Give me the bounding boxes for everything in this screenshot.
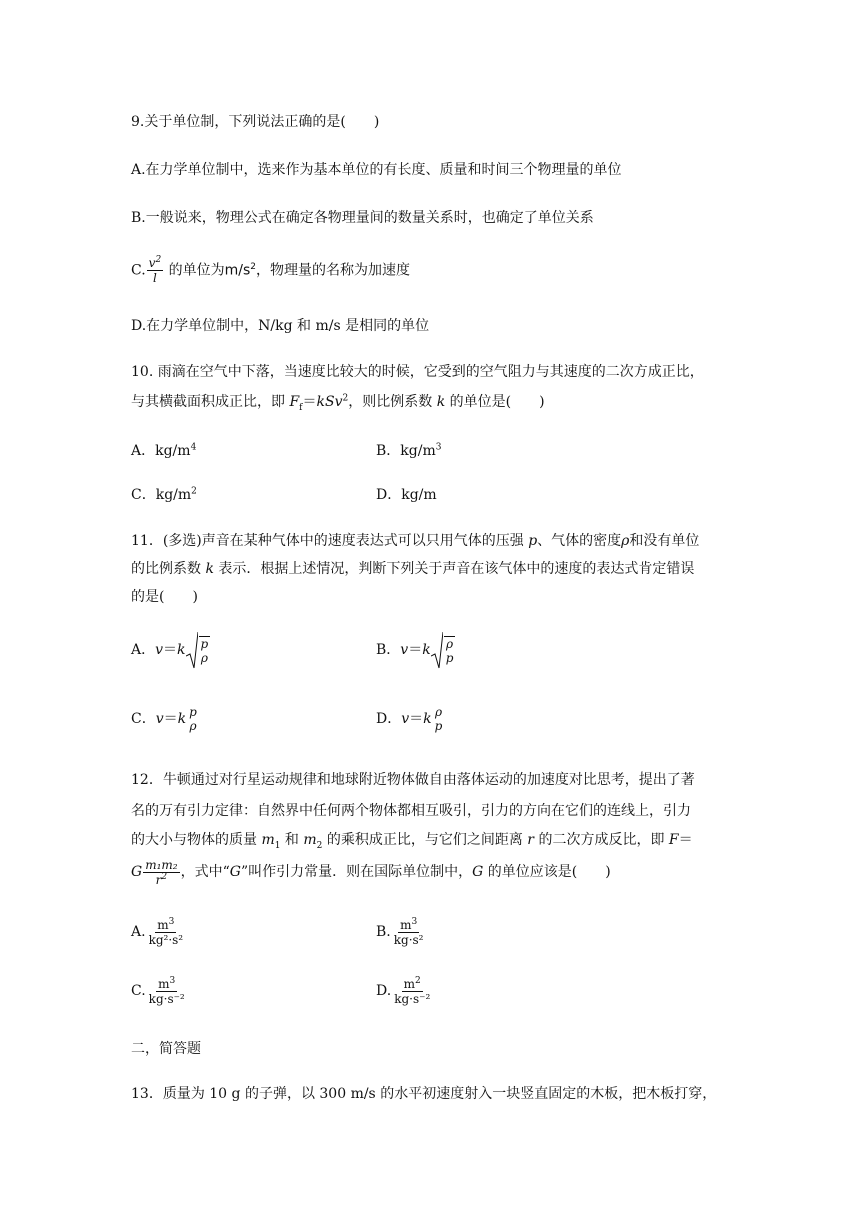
q10-option-a: A．$kg/m^4$ [131,442,197,459]
q11-option-b: B．v＝k ρ p [376,630,456,670]
q11-line1: 11．(多选)声音在某种气体中的速度表达式可以只用气体的压强 p、气体的密度ρ和没有单位 [131,533,700,549]
q12-line4: G $\frac{\text{m₁m₂}}{r^2}$ ，式中“G”叫作引力常量．则在国际单位制中，G 的单位应该是( ) [131,857,611,887]
q9-option-b: B.一般说来，物理公式在确定各物理量间的数量关系时，也确定了单位关系 [131,210,594,226]
q9-option-a: A.在力学单位制中，选来作为基本单位的有长度、质量和时间三个物理量的单位 [131,162,622,178]
sqrt-symbol: p ρ [186,630,212,670]
q11-option-d: D．v＝k ρ p [376,705,443,733]
q11-option-a: A．v＝k p ρ [131,630,211,670]
q12-option-d: D. $\frac{m^2}{\text{kg·s⁻²}}$ [376,975,431,1006]
sqrt-symbol: ρ p [431,630,457,670]
q12-line2: 名的万有引力定律：自然界中任何两个物体都相互吸引，引力的方向在它们的连线上，引力 [131,803,691,819]
q9-option-c: C. $\frac{v^2}{l}$ 的单位为$m/s^2$，物理量的名称为加速度 [131,255,411,285]
q11-option-c: C．v＝k p ρ [131,705,197,733]
q12-option-b: B. $\frac{m^3}{\text{kg·s²}}$ [376,916,424,947]
q9-stem: 9.关于单位制，下列说法正确的是( ) [131,114,380,130]
q12-line1: 12．牛顿通过对行星运动规律和地球附近物体做自由落体运动的加速度对比思考，提出了著 [131,772,695,788]
q9-option-c-label: C. [131,262,146,279]
q11-line3: 的是( ) [131,589,198,605]
q13-line1: 13．质量为 10 g 的子弹，以 300 m/s 的水平初速度射入一块竖直固定的木板，把木板打穿， [131,1086,717,1102]
q9-c-fraction: $\frac{v^2}{l}$ [148,255,162,285]
q10-option-c: C．$kg/m^2$ [131,486,197,503]
q10-line2: 与其横截面积成正比，即 $F_f=kSv^2$，则比例系数 k 的单位是( ) [131,393,545,413]
section-heading: 二，简答题 [131,1041,201,1057]
q9-option-d: D.在力学单位制中，N/kg 和 m/s 是相同的单位 [131,318,430,334]
q11-line2: 的比例系数 k 表示．根据上述情况，判断下列关于声音在该气体中的速度的表达式肯定错误 [131,561,695,577]
q10-line1: 10. 雨滴在空气中下落，当速度比较大的时候，它受到的空气阻力与其速度的二次方成正比， [131,364,704,380]
q12-line3: 的大小与物体的质量 $m_1$ 和 $m_2$ 的乘积成正比，与它们之间距离 r 的二次方成反比，即 F＝ [131,832,693,851]
q12-option-c: C. $\frac{m^3}{\text{kg·s⁻²}}$ [131,975,185,1006]
q10-option-d: D．kg/m [376,487,437,503]
q12-option-a: A. $\frac{m^3}{\text{kg²·s²}}$ [131,916,184,947]
q10-option-b: B．$kg/m^3$ [376,442,442,459]
